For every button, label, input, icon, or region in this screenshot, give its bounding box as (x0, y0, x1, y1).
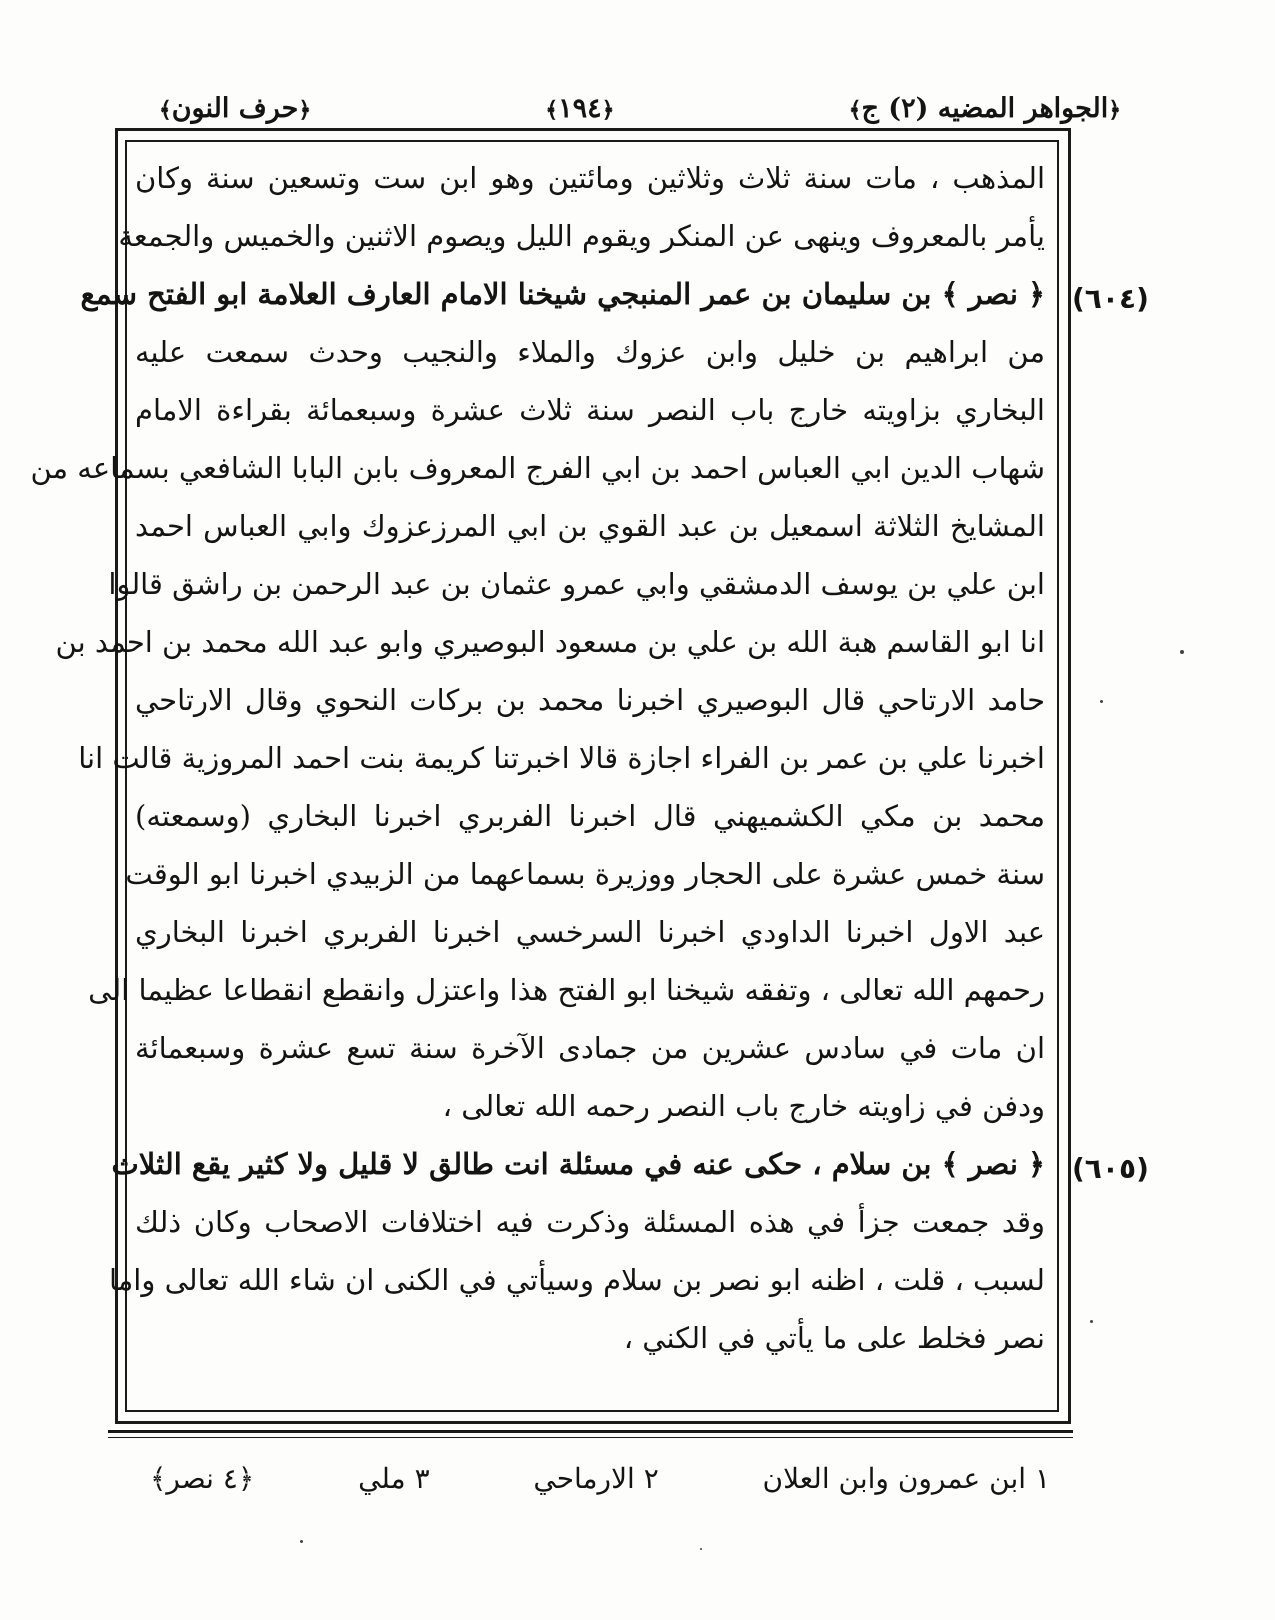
scan-noise-speck (700, 1548, 702, 1550)
text-line: نصر فخلط على ما يأتي في الكني ، (623, 1321, 1045, 1355)
footnote-divider-thin (108, 1437, 1073, 1438)
text-line: ابن علي بن يوسف الدمشقي وابي عمرو عثمان بن عبد الرحمن بن راشق قالوا (108, 567, 1045, 601)
text-line: حامد الارتاحي قال البوصيري اخبرنا محمد بن بركات النحوي وقال الارتاحي (135, 683, 1045, 717)
scan-noise-speck (1090, 1320, 1093, 1323)
text-line: ﴿ نصر ﴾ بن سليمان بن عمر المنبجي شيخنا الامام العارف العلامة ابو الفتح سمع (80, 277, 1045, 311)
header-page-number: ﴿١٩٤﴾ (545, 92, 615, 124)
text-line: وقد جمعت جزأ في هذه المسئلة وذكرت فيه اختلافات الاصحاب وكان ذلك (135, 1205, 1045, 1239)
footnote-2: ٢ الارماحي (533, 1461, 659, 1495)
text-line: ﴿ نصر ﴾ بن سلام ، حكى عنه في مسئلة انت طالق لا قليل ولا كثير يقع الثلاث (111, 1147, 1045, 1181)
text-line: سنة خمس عشرة على الحجار ووزيرة بسماعهما من الزبيدي اخبرنا ابو الوقت (125, 857, 1045, 891)
text-line: رحمهم الله تعالى ، وتفقه شيخنا ابو الفتح هذا واعتزل وانقطع انقطاعا عظيما الى (88, 973, 1045, 1007)
scan-noise-speck (1100, 700, 1103, 703)
text-line: البخاري بزاويته خارج باب النصر سنة ثلاث عشرة وسبعمائة بقراءة الامام (135, 393, 1045, 427)
footnote-4: ﴿٤ نصر﴾ (150, 1461, 255, 1495)
ornament-bracket-icon: ﴾ (545, 96, 559, 123)
text-line: يأمر بالمعروف وينهى عن المنكر ويقوم الليل ويصوم الاثنين والخميس والجمعة (118, 219, 1045, 253)
text-line: المذهب ، مات سنة ثلاث وثلاثين ومائتين وهو ابن ست وتسعين سنة وكان (135, 161, 1045, 195)
text-line: المشايخ الثلاثة اسمعيل بن عبد القوي بن ابي المرزعزوك وابي العباس احمد (135, 509, 1045, 543)
ornament-bracket-icon: ﴿ (298, 96, 312, 123)
entry-number-604: (٦٠٤) (1072, 282, 1149, 315)
scan-noise-speck (1180, 650, 1184, 654)
text-line: اخبرنا علي بن عمر بن الفراء اجازة قالا اخبرتنا كريمة بنت احمد المروزية قالت انا (78, 741, 1045, 775)
footnote-1: ١ ابن عمرون وابن العلان (762, 1461, 1050, 1495)
text-line: عبد الاول اخبرنا الداودي اخبرنا السرخسي اخبرنا الفربري اخبرنا البخاري (135, 915, 1045, 949)
text-line: ان مات في سادس عشرين من جمادى الآخرة سنة تسع عشرة وسبعمائة (135, 1031, 1045, 1065)
header-chapter-title: ﴿حرف النون﴾ (158, 92, 312, 124)
footnote-divider (108, 1430, 1073, 1433)
text-line: ودفن في زاويته خارج باب النصر رحمه الله تعالى ، (442, 1089, 1045, 1123)
ornament-bracket-icon: ﴾ (150, 1461, 167, 1495)
footnote-3: ٣ ملي (358, 1461, 430, 1495)
scan-noise-speck (300, 1540, 303, 1543)
text-line: انا ابو القاسم هبة الله بن علي بن مسعود البوصيري وابو عبد الله محمد بن احمد بن (55, 625, 1045, 659)
running-header (140, 82, 1140, 134)
footnotes (150, 1448, 1050, 1508)
header-book-title: ﴿الجواهر المضيه (٢) ج﴾ (848, 92, 1122, 124)
ornament-bracket-icon: ﴾ (158, 96, 172, 123)
ornament-bracket-icon: ﴿ (1108, 96, 1122, 123)
text-line: شهاب الدين ابي العباس احمد بن ابي الفرج المعروف بابن البابا الشافعي بسماعه من (30, 451, 1045, 485)
ornament-bracket-icon: ﴿ (601, 96, 615, 123)
ornament-bracket-icon: ﴿ (237, 1461, 255, 1495)
text-line: من ابراهيم بن خليل وابن عزوك والملاء والنجيب وحدث سمعت عليه (135, 335, 1045, 369)
main-text (30, 150, 1045, 1400)
ornament-bracket-icon: ﴾ (848, 96, 862, 123)
text-line: لسبب ، قلت ، اظنه ابو نصر بن سلام وسيأتي في الكنى ان شاء الله تعالى واما (108, 1263, 1045, 1297)
entry-number-605: (٦٠٥) (1072, 1152, 1149, 1185)
text-line: محمد بن مكي الكشميهني قال اخبرنا الفربري اخبرنا البخاري (وسمعته) (135, 799, 1045, 833)
